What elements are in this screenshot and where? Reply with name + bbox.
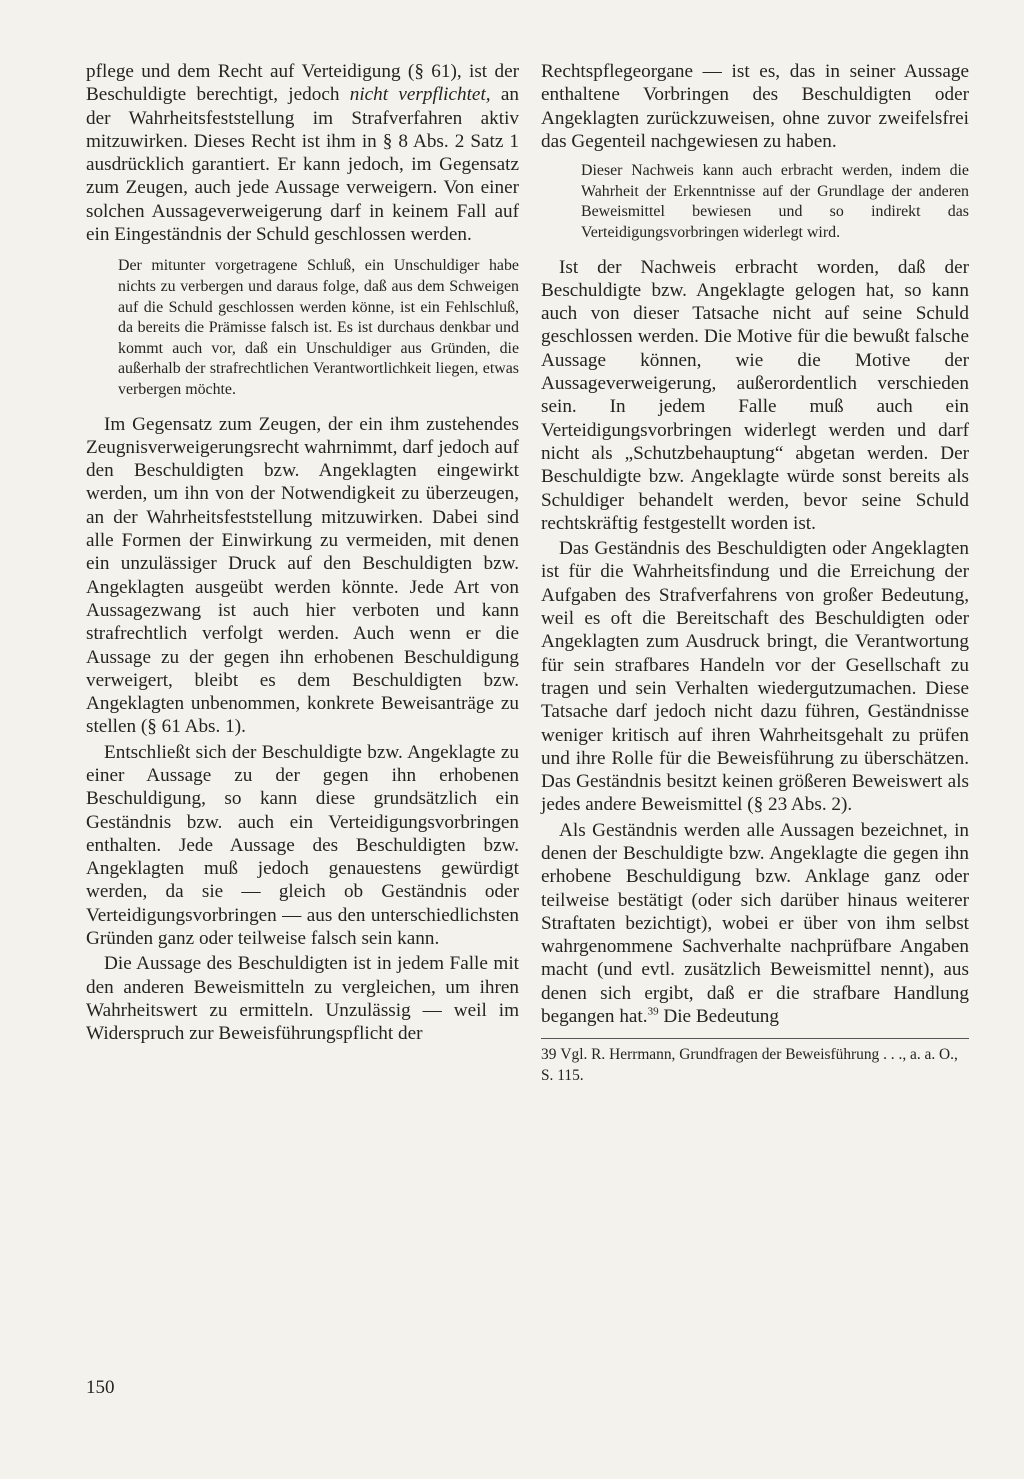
right-column	[541, 60, 969, 1086]
footnote-number: 39	[541, 1046, 557, 1064]
small-print-paragraph: Dieser Nachweis kann auch erbracht werden, indem die Wahrheit der Erkenntnisse auf der Grundlage der anderen Beweismittel bewiesen und so indirekt das Verteidigungsvorbringen widerlegt wird.	[581, 162, 969, 241]
emphasis-text: nicht verpflichtet,	[349, 84, 491, 106]
text-run: Die Bedeutung	[658, 1006, 779, 1028]
paragraph: Die Aussage des Beschuldigten ist in jedem Falle mit den anderen Beweismitteln zu vergleichen, um ihren Wahrheitswert zu ermitteln. Unzulässig — weil im Widerspruch zur Beweisführungspflicht der	[86, 953, 519, 1045]
paragraph: Entschließt sich der Beschuldigte bzw. Angeklagte zu einer Aussage zu der gegen ihn erhobenen Beschuldigung, so kann diese grundsätzlich ein Geständnis bzw. auch ein Verteidigungsvorbringen enthalten. Jede Aussage des Beschuldigten bzw. Angeklagten muß jedoch genauestens gewürdigt werden, da sie — gleich ob Geständnis oder Verteidigungsvorbringen — aus den unterschiedlichsten Gründen ganz oder teilweise falsch sein kann.	[86, 741, 519, 950]
paragraph: Im Gegensatz zum Zeugen, der ein ihm zustehendes Zeugnisverweigerungsrecht wahrnimmt, darf jedoch auf den Beschuldigten bzw. Angeklagten eingewirkt werden, um ihn von der Notwendigkeit zu überzeugen, an der Wahrheitsfeststellung mitzuwirken. Dabei sind alle Formen der Einwirkung zu vermeiden, mit denen ein unzulässiger Druck auf den Beschuldigten bzw. Angeklagten ausgeübt werden könnte. Jede Art von Aussagezwang ist auch hier verboten und kann strafrechtlich verfolgt werden. Auch wenn er die Aussage zu der gegen ihn erhobenen Beschuldigung verweigert, bleibt es dem Beschuldigten bzw. Angeklagten unbenommen, konkrete Beweisanträge zu stellen (§ 61 Abs. 1).	[86, 413, 519, 738]
footnote-divider	[541, 1038, 969, 1039]
paragraph: Das Geständnis des Beschuldigten oder Angeklagten ist für die Wahrheitsfindung und die Erreichung der Aufgaben des Strafverfahrens von großer Bedeutung, weil es oft die Bereitschaft des Beschuldigten oder Angeklagten zum Ausdruck bringt, die Verantwortung für sein strafbares Handeln vor der Gesellschaft zu tragen und sein Verhalten wiedergutzumachen. Diese Tatsache darf jedoch nicht dazu führen, Geständnisse weniger kritisch auf ihren Wahrheitsgehalt zu prüfen und ihre Rolle für die Beweisführung zu überschätzen. Das Geständnis besitzt keinen größeren Beweiswert als jedes andere Beweismittel (§ 23 Abs. 2).	[541, 538, 969, 816]
paragraph	[541, 819, 969, 1029]
paragraph: Rechtspflegeorgane — ist es, das in seiner Aussage enthaltene Vorbringen des Beschuldigten oder Angeklagten zurückzuweisen, ohne zuvor zweifelsfrei das Gegenteil nachgewiesen zu haben.	[541, 61, 969, 152]
text-run: Als Geständnis werden alle Aussagen bezeichnet, in denen der Beschuldigte bzw. Angeklagte die gegen ihn erhobene Beschuldigung bzw. Anklage ganz oder teilweise bestätigt (oder sich darüber hinaus weiterer Straftaten bezichtigt), wobei er über von ihm selbst wahrgenommene Sachverhalte nachprüfbare Angaben macht (und evtl. zusätzlich Beweismittel nennt), aus denen sich ergibt, daß er die strafbare Handlung begangen hat.	[541, 819, 969, 1028]
text-run: pflege und dem Recht auf Verteidigung (§ 61), ist der Beschuldigte berechtigt, jedoch	[86, 61, 519, 106]
paragraph	[86, 60, 519, 246]
footnote-text: Vgl. R. Herrmann, Grundfragen der Beweisführung . . ., a. a. O., S. 115.	[541, 1046, 958, 1084]
text-run: an der Wahrheitsfeststellung im Strafverfahren aktiv mitzuwirken. Dieses Recht ist ihm in § 8 Abs. 2 Satz 1 ausdrücklich garantiert. Er kann jedoch, im Gegensatz zum Zeugen, auch jede Aussage verweigern. Von einer solchen Aussageverweigerung darf in keinem Fall auf ein Eingeständnis der Schuld geschlossen werden.	[86, 84, 519, 246]
page-number: 150	[86, 1377, 115, 1398]
small-print-paragraph: Der mitunter vorgetragene Schluß, ein Unschuldiger habe nichts zu verbergen und daraus folge, daß aus dem Schweigen auf die Schuld geschlossen werden könne, ist ein Fehlschluß, da bereits die Prämisse falsch ist. Es ist durchaus denkbar und kommt auch vor, daß ein Unschuldiger aus Gründen, die außerhalb der strafrechtlichen Verantwortlichkeit liegen, etwas verbergen möchte.	[118, 257, 519, 398]
footnote-reference: 39	[647, 1005, 659, 1018]
paragraph: Ist der Nachweis erbracht worden, daß der Beschuldigte bzw. Angeklagte gelogen hat, so kann auch von dieser Tatsache nicht auf seine Schuld geschlossen werden. Die Motive für die bewußt falsche Aussage können, wie die Motive der Aussageverweigerung, außerordentlich verschieden sein. In jedem Falle muß auch ein Verteidigungsvorbringen widerlegt werden und darf nicht als „Schutzbehauptung“ abgetan werden. Der Beschuldigte bzw. Angeklagte würde sonst bereits als Schuldiger behandelt werden, bevor seine Schuld rechtskräftig festgestellt worden ist.	[541, 256, 969, 534]
left-column	[86, 60, 519, 1046]
footnote	[541, 1045, 969, 1086]
